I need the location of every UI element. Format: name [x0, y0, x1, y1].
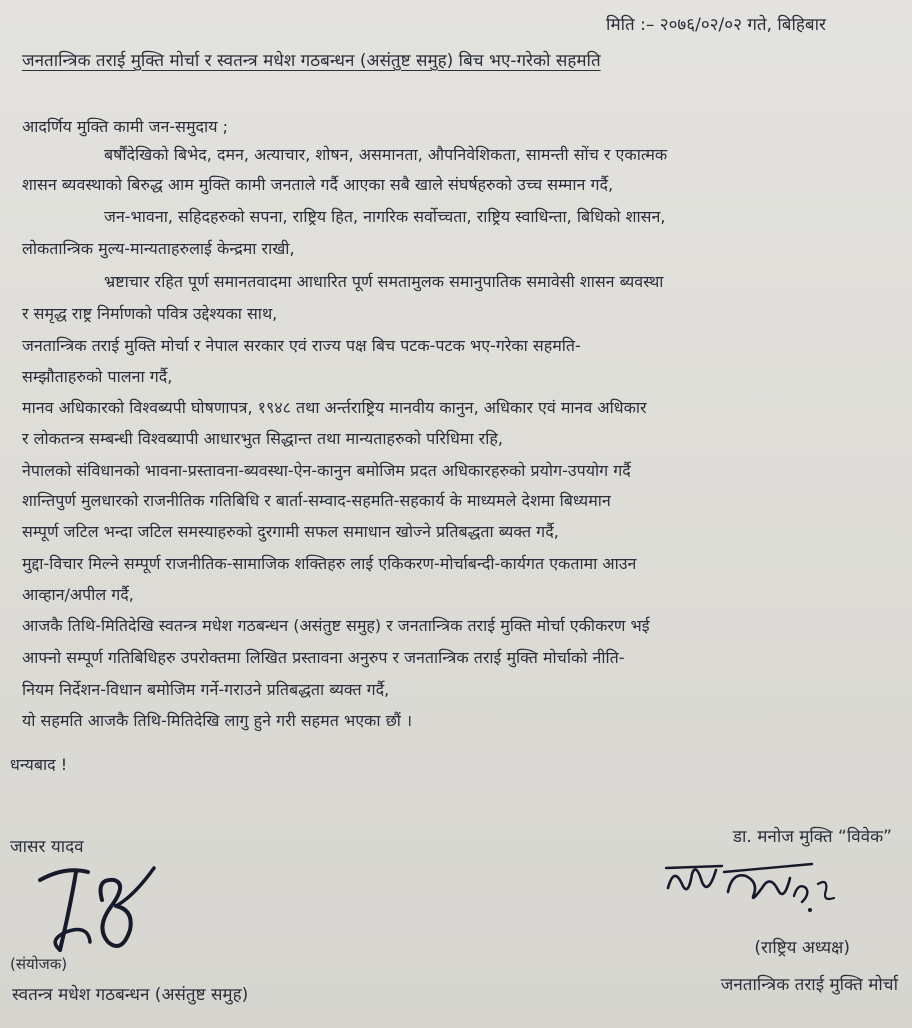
document-date: मिति :– २०७६/०२/०२ गते, बिहिबार — [606, 15, 826, 35]
body-line: मुद्दा-विचार मिल्ने सम्पूर्ण राजनीतिक-सामाजिक शक्तिहरु लाई एकिकरण-मोर्चाबन्दी-कार्यगत एकतामा आउन — [22, 554, 637, 573]
body-line: र समृद्ध राष्ट्र निर्माणको पवित्र उद्देश्यका साथ, — [22, 304, 278, 323]
left-signatory-name: जासर यादव — [10, 837, 84, 857]
left-signatory-organization: स्वतन्त्र मधेश गठबन्धन (असंतुष्ट समुह) — [12, 985, 249, 1005]
body-line: शान्तिपुर्ण मुलधारको राजनीतिक गतिबिधि र बार्ता-सम्वाद-सहमति-सहकार्य के माध्यमले देशमा बिध्यमान — [22, 491, 611, 510]
body-line: नियम निर्देशन-विधान बमोजिम गर्ने-गराउने प्रतिबद्धता ब्यक्त गर्दै, — [22, 680, 390, 699]
salutation: आदर्णिय मुक्ति कामी जन-समुदाय ; — [22, 117, 228, 136]
body-line: आफ्नो सम्पूर्ण गतिबिधिहरु उपरोक्तमा लिखित प्रस्तावना अनुरुप र जनतान्त्रिक तराई मुक्ति मोर्चाको नीति- — [22, 648, 625, 667]
body-line: नेपालको संविधानको भावना-प्रस्तावना-ब्यवस्था-ऐन-कानुन बमोजिम प्रदत अधिकारहरुको प्रयोग-उपयोग गर्दै — [22, 461, 631, 480]
body-line: लोकतान्त्रिक मुल्य-मान्यताहरुलाई केन्द्रमा राखी, — [22, 239, 295, 258]
right-signatory-organization: जनतान्त्रिक तराई मुक्ति मोर्चा — [720, 975, 898, 995]
body-line: बर्षौंदेखिको बिभेद, दमन, अत्याचार, शोषन, असमानता, औपनिवेशिकता, सामन्ती सोंच र एकात्मक — [104, 145, 668, 164]
body-line: जनतान्त्रिक तराई मुक्ति मोर्चा र नेपाल सरकार एवं राज्य पक्ष बिच पटक-पटक भए-गरेका सहमति- — [22, 336, 581, 355]
body-line: भ्रष्टाचार रहित पूर्ण समानतवादमा आधारित पूर्ण समतामुलक समानुपातिक समावेसी शासन ब्यवस्था — [104, 272, 664, 291]
body-line: सम्झौताहरुको पालना गर्दै, — [22, 367, 173, 386]
body-line: र लोकतन्त्र सम्बन्धी विश्वब्यापी आधारभुत सिद्धान्त तथा मान्यताहरुको परिधिमा रहि, — [22, 429, 503, 448]
body-line: सम्पूर्ण जटिल भन्दा जटिल समस्याहरुको दुरगामी सफल समाधान खोज्ने प्रतिबद्धता ब्यक्त गर्दै, — [22, 522, 559, 541]
left-signature-mark — [30, 858, 160, 963]
right-signatory-name: डा. मनोज मुक्ति “विवेक” — [732, 827, 892, 847]
right-signature-mark — [662, 848, 842, 918]
body-line: आव्हान/अपील गर्दै, — [22, 585, 134, 604]
body-line: मानव अधिकारको विश्वब्यपी घोषणापत्र, १९४८ तथा अर्न्तराष्ट्रिय मानवीय कानुन, अधिकार एवं मानव अधिकार — [22, 398, 647, 417]
body-line: यो सहमति आजकै तिथि-मितिदेखि लागु हुने गरी सहमत भएका छौं । — [22, 711, 413, 730]
body-line: शासन ब्यवस्थाको बिरुद्ध आम मुक्ति कामी जनताले गर्दै आएका सबै खाले संघर्षहरुको उच्च सम्मान गर्दै, — [22, 175, 614, 194]
body-line: जन-भावना, सहिदहरुको सपना, राष्ट्रिय हित, नागरिक सर्वोच्चता, राष्ट्रिय स्वाधिन्ता, बिधिको शासन, — [104, 207, 666, 226]
right-signatory-role: (राष्ट्रिय अध्यक्ष) — [754, 938, 850, 958]
closing-text: धन्यबाद ! — [10, 755, 68, 774]
document-subject: जनतान्त्रिक तराई मुक्ति मोर्चा र स्वतन्त्र मधेश गठबन्धन (असंतुष्ट समुह) बिच भए-गरेको सहमति — [22, 51, 601, 71]
body-line: आजकै तिथि-मितिदेखि स्वतन्त्र मधेश गठबन्धन (असंतुष्ट समुह) र जनतान्त्रिक तराई मुक्ति मोर्चा एकीकरण भई — [22, 616, 650, 635]
left-signatory-role: (संयोजक) — [10, 955, 68, 973]
